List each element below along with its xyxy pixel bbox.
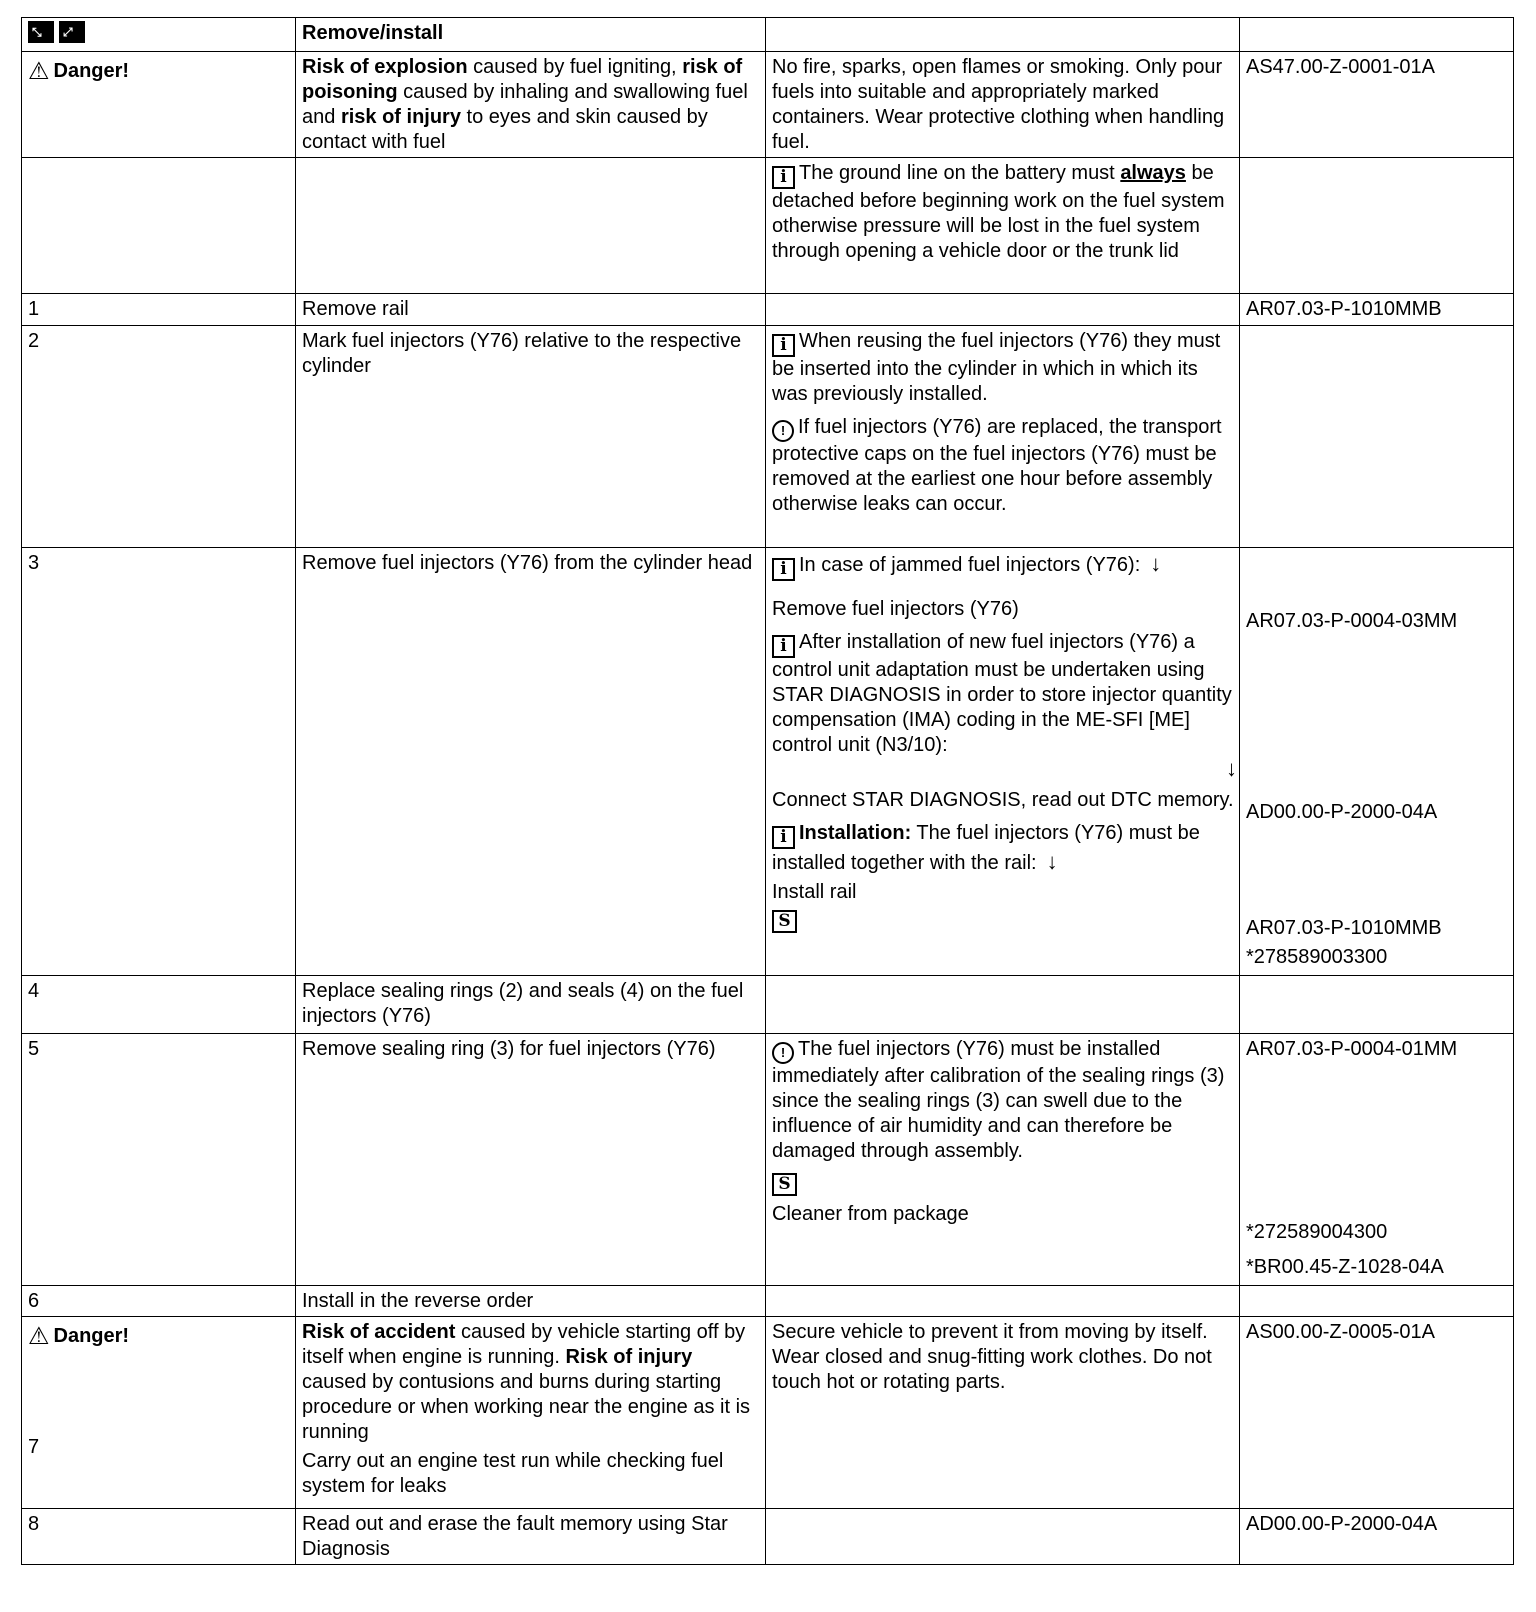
install-icon: ⤢ (59, 21, 85, 43)
step-text: Remove fuel injectors (Y76) from the cylinder head (296, 548, 766, 976)
warning-icon: ⚠ (28, 1323, 50, 1350)
arrow-down-icon: ↓ (1046, 849, 1058, 874)
danger-label: ⚠ Danger! (28, 1323, 130, 1350)
step-number: 5 (22, 1034, 296, 1286)
step-row-6 (22, 1286, 1514, 1317)
tool-ref: *278589003300 (1246, 946, 1388, 968)
step-text: Replace sealing rings (2) and seals (4) on the fuel injectors (Y76) (296, 976, 766, 1034)
note-icon: ! (772, 1042, 794, 1064)
header-title: Remove/install (302, 22, 444, 44)
step-number: 1 (22, 294, 296, 326)
special-tool-icon: S (772, 910, 797, 933)
step-row-2 (22, 326, 1514, 548)
step-row-8 (22, 1509, 1514, 1565)
step-ref: AR07.03-P-1010MMB (1240, 294, 1514, 326)
danger-row-engine (22, 1317, 1514, 1509)
info-icon: i (772, 558, 795, 581)
danger-measures: Secure vehicle to prevent it from moving by itself. Wear closed and snug-fitting work clothes. Do not touch hot or rotating parts. (766, 1317, 1240, 1509)
danger-ref: AS47.00-Z-0001-01A (1240, 52, 1514, 158)
calibration-ref: AR07.03-P-0004-01MM (1246, 1038, 1458, 1060)
step-number: 4 (22, 976, 296, 1034)
danger-description: Risk of explosion caused by fuel igniting, risk of poisoning caused by inhaling and swallowing fuel and risk of injury to eyes and skin caused by contact with fuel (296, 52, 766, 158)
danger-label: ⚠ Danger! (28, 58, 130, 85)
header-icons (28, 21, 291, 43)
cleaner: Cleaner from package (772, 1203, 969, 1225)
step-text: Remove sealing ring (3) for fuel injectors (Y76) (296, 1034, 766, 1286)
arrow-down-icon: ↓ (1150, 551, 1162, 576)
arrow-down-icon: ↓ (1226, 756, 1237, 781)
installation-note: i Installation: The fuel injectors (Y76) must be installed together with the rail: ↓ (772, 822, 1200, 874)
step-number: 7 (28, 1436, 40, 1458)
step-text: Read out and erase the fault memory using Star Diagnosis (296, 1509, 766, 1565)
connect-star: Connect STAR DIAGNOSIS, read out DTC memory. (772, 789, 1234, 811)
tool-ref: *272589004300 (1246, 1221, 1388, 1243)
danger-ref: AS00.00-Z-0005-01A (1240, 1317, 1514, 1509)
info-icon: i (772, 826, 795, 849)
info-icon: i (772, 166, 795, 189)
step-row-5 (22, 1034, 1514, 1286)
procedure-table (21, 17, 1514, 1565)
step-ref: AD00.00-P-2000-04A (1240, 1509, 1514, 1565)
adaptation-note: i After installation of new fuel injectors (Y76) a control unit adaptation must be undertaken using STAR DIAGNOSIS in order to store injector quantity compensation (IMA) coding in the ME-SFI [ME] control unit (N3/10): (772, 631, 1232, 756)
ground-note: i The ground line on the battery must always be detached before beginning work on the fuel system otherwise pressure will be lost in the fuel system through opening a vehicle door or the trunk lid (766, 158, 1240, 294)
connect-star-ref: AD00.00-P-2000-04A (1246, 801, 1438, 823)
cleaner-ref: *BR00.45-Z-1028-04A (1246, 1256, 1444, 1278)
step-text: Mark fuel injectors (Y76) relative to the respective cylinder (296, 326, 766, 548)
note-icon: ! (772, 420, 794, 442)
header-row (22, 18, 1514, 52)
info-icon: i (772, 334, 795, 357)
reuse-note: i When reusing the fuel injectors (Y76) they must be inserted into the cylinder in which in which its was previously installed. (772, 330, 1221, 405)
jammed-note: i In case of jammed fuel injectors (Y76): ↓ (772, 551, 1237, 581)
step-text: Remove rail (296, 294, 766, 326)
remove-injectors: Remove fuel injectors (Y76) (772, 598, 1019, 620)
warning-icon: ⚠ (28, 58, 50, 85)
step-number: 3 (22, 548, 296, 976)
remove-icon: ⤡ (28, 21, 54, 43)
danger-measures: No fire, sparks, open flames or smoking. Only pour fuels into suitable and appropriately marked containers. Wear protective clothing when handling fuel. (766, 52, 1240, 158)
ground-note-row (22, 158, 1514, 294)
special-tool-icon: S (772, 1173, 797, 1196)
replace-note: ! If fuel injectors (Y76) are replaced, the transport protective caps on the fuel injectors (Y76) must be removed at the earliest one hour before assembly otherwise leaks can occur. (772, 416, 1222, 515)
danger-row-fuel (22, 52, 1514, 158)
install-rail: Install rail (772, 881, 857, 903)
step-text: Install in the reverse order (296, 1286, 766, 1317)
step-number: 8 (22, 1509, 296, 1565)
step-text: Carry out an engine test run while checking fuel system for leaks (302, 1450, 724, 1497)
step-row-4 (22, 976, 1514, 1034)
info-icon: i (772, 635, 795, 658)
step-number: 6 (22, 1286, 296, 1317)
danger-description: Risk of accident caused by vehicle starting off by itself when engine is running. Risk of injury caused by contusions and burns during starting procedure or when working near the engine as it is running (302, 1321, 751, 1443)
remove-injectors-ref: AR07.03-P-0004-03MM (1246, 610, 1458, 632)
install-rail-ref: AR07.03-P-1010MMB (1246, 917, 1442, 939)
step-row-3 (22, 548, 1514, 976)
step-row-1 (22, 294, 1514, 326)
calibration-note: ! The fuel injectors (Y76) must be installed immediately after calibration of the sealing rings (3) since the sealing rings (3) can swell due to the influence of air humidity and can therefore be damaged through assembly. (772, 1038, 1225, 1162)
step-number: 2 (22, 326, 296, 548)
